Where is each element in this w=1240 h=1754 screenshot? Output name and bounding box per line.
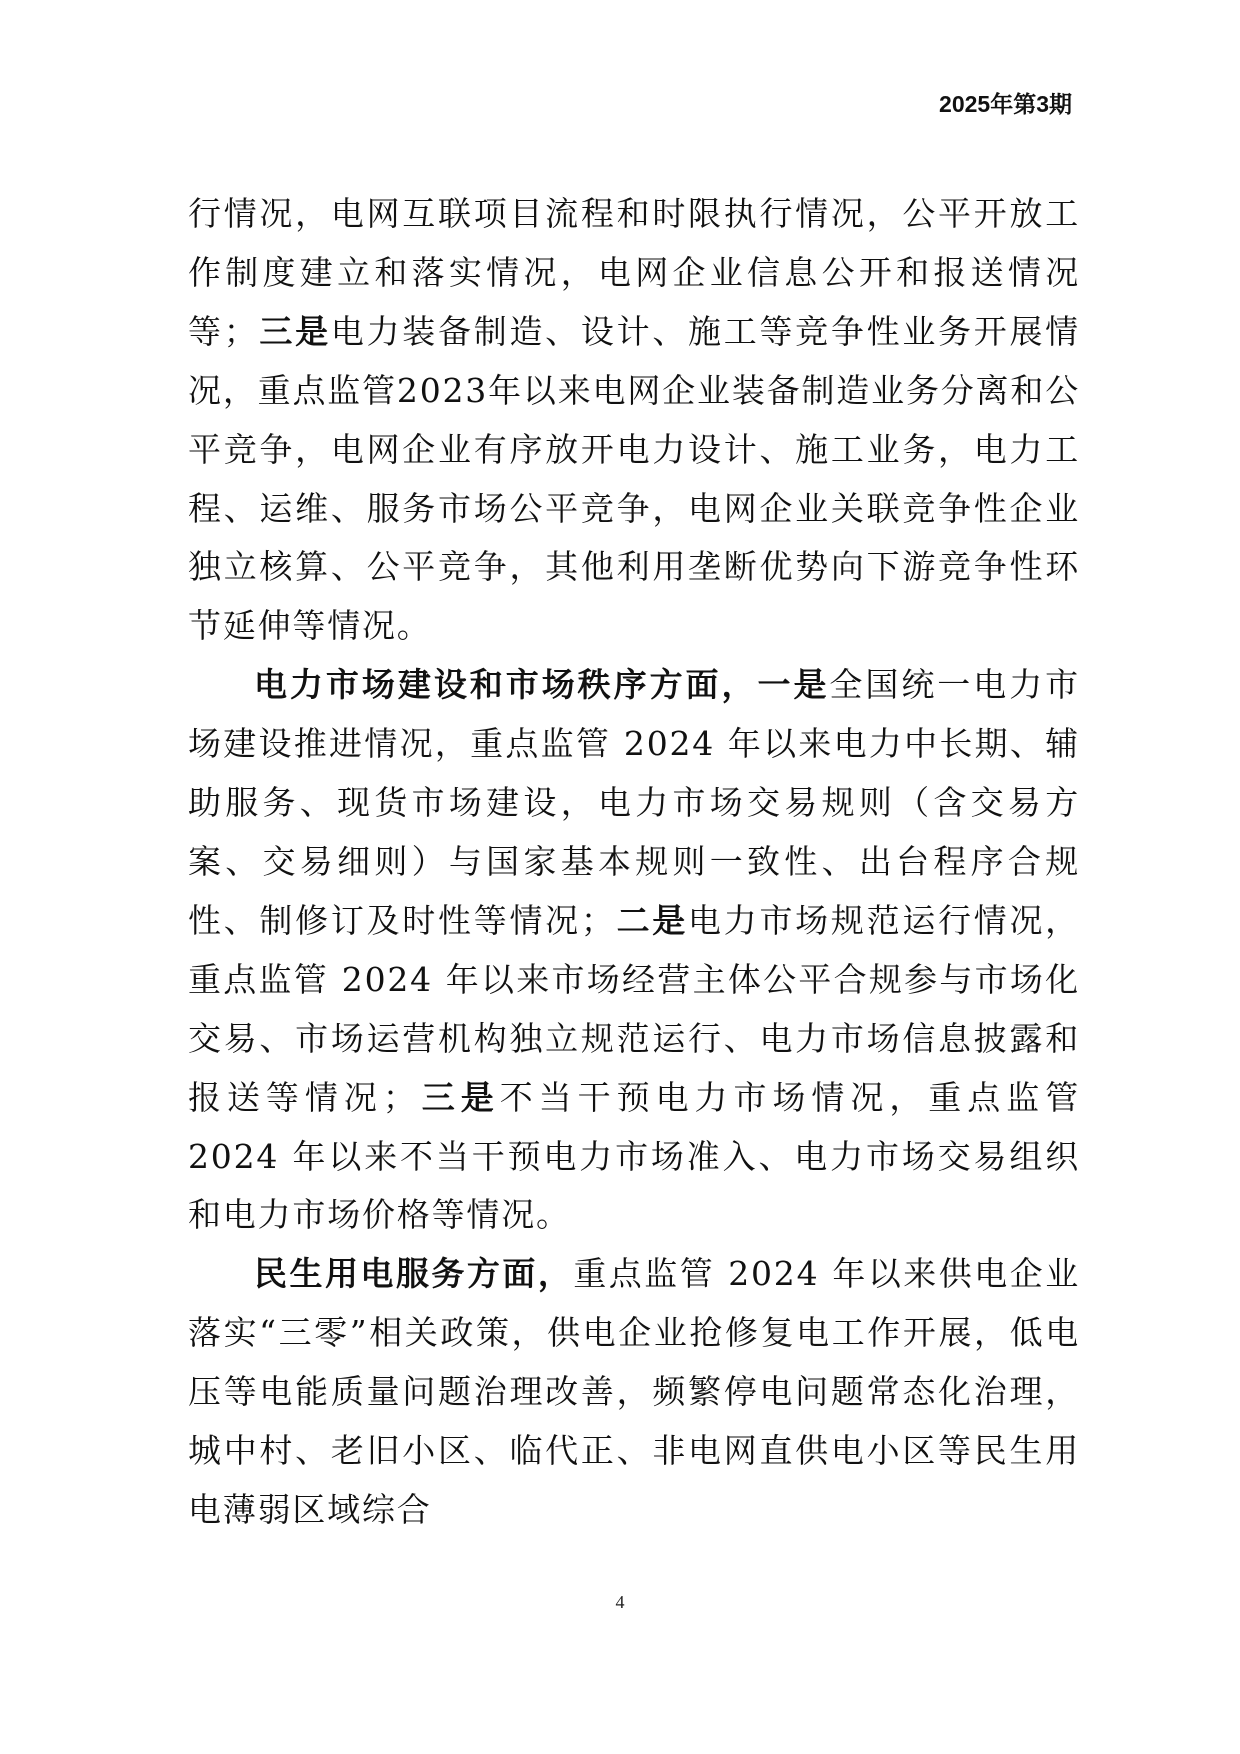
paragraph-lead-in: 三是 — [258, 311, 331, 351]
paragraph-lead-in: 民生用电服务方面， — [254, 1254, 574, 1294]
page-number: 4 — [615, 1592, 625, 1612]
issue-header: 2025年第3期 — [939, 91, 1072, 117]
paragraph-lead-in: 三是 — [417, 1077, 500, 1117]
paragraph-lead-in: 电力市场建设和市场秩序方面，一是 — [254, 665, 830, 705]
paragraph-lead-in: 二是 — [615, 900, 689, 940]
paragraph-3 — [188, 1245, 1080, 1540]
paragraph-1 — [188, 185, 1080, 656]
paragraph-text: 重点监管 2024 年以来供电企业落实“三零”相关政策，供电企业抢修复电工作开展，低电压等电能质量问题治理改善，频繁停电问题常态化治理，城中村、老旧小区、临代正、非电网直供电小区等民生用电薄弱区域综合 — [188, 1254, 1081, 1529]
document-body — [188, 185, 1080, 1540]
paragraph-text: 电力市场规范运行情况，重点监管 2024 年以来市场经营主体公平合规参与市场化交易、市场运营机构独立规范运行、电力市场信息披露和报送等情况； — [188, 900, 1080, 1117]
paragraph-text: 行情况，电网互联项目流程和时限执行情况，公平开放工作制度建立和落实情况，电网企业信息公开和报送情况等； — [188, 194, 1080, 351]
paragraph-text: 不当干预电力市场情况，重点监管 2024 年以来不当干预电力市场准入、电力市场交易组织和电力市场价格等情况。 — [188, 1077, 1080, 1235]
paragraph-text: 全国统一电力市场建设推进情况，重点监管 2024 年以来电力中长期、辅助服务、现货市场建设，电力市场交易规则（含交易方案、交易细则）与国家基本规则一致性、出台程序合规性、制修订及时性等情况； — [188, 665, 1080, 940]
paragraph-2 — [188, 656, 1080, 1245]
paragraph-text: 电力装备制造、设计、施工等竞争性业务开展情况，重点监管2023年以来电网企业装备制造业务分离和公平竞争，电网企业有序放开电力设计、施工业务，电力工程、运维、服务市场公平竞争，电网企业关联竞争性企业独立核算、公平竞争，其他利用垄断优势向下游竞争性环节延伸等情况。 — [188, 311, 1080, 646]
